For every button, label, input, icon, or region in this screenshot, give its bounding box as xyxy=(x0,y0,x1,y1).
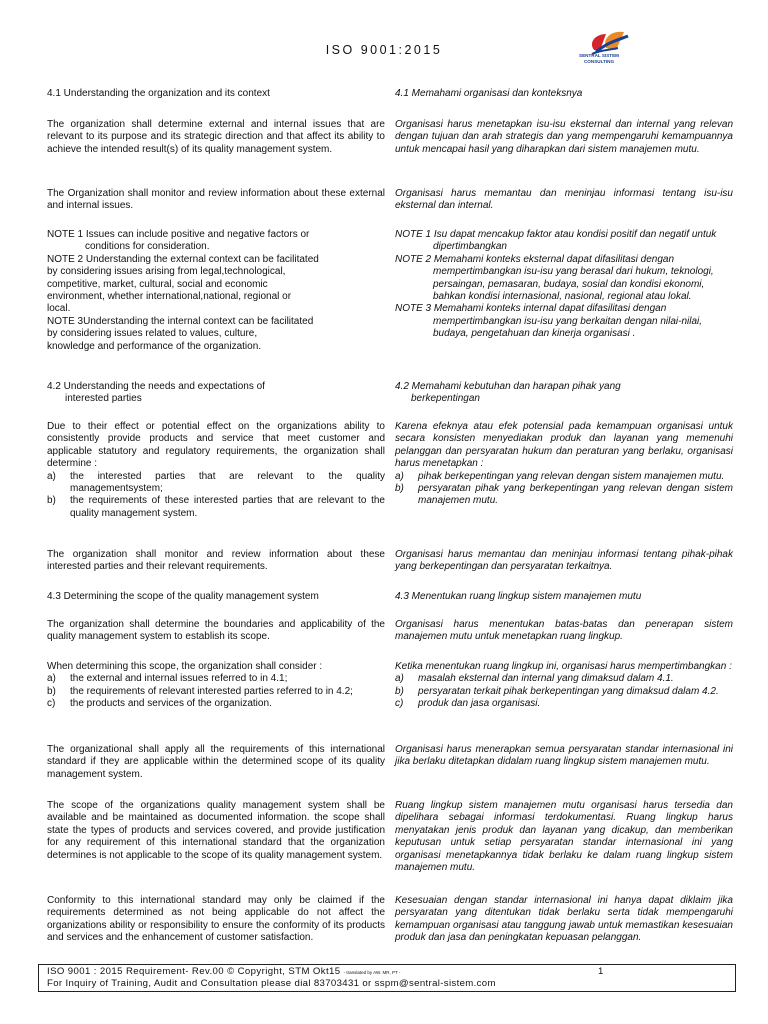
paragraph: Organisasi harus memantau dan meninjau informasi tentang isu-isu eksternal dan internal. xyxy=(395,188,733,212)
paragraph: The Organization shall monitor and review information about these external and internal issues. xyxy=(47,188,385,212)
notes-block: NOTE 1 Issues can include positive and negative factors or conditions for consideration. NOTE 2 Understanding the external context can be facilitated by considering issues arising from legal,technological, competitive, market, cultural, social and economic environment, whether international,national, regional or local. NOTE 3Understanding the internal context can be facilitated by considering issues related to values, culture, knowledge and performance of the organization. xyxy=(47,229,319,352)
paragraph: Organisasi harus menerapkan semua persyaratan standar internasional ini jika berlaku ditetapkan didalam ruang lingkup sistem manajemen mutu. xyxy=(395,744,733,768)
list-item: a) pihak berkepentingan yang relevan dengan sistem manajemen mutu. xyxy=(395,470,725,482)
section-heading-4-2: 4.2 Understanding the needs and expectations of interested parties xyxy=(47,381,265,405)
paragraph: The organization shall determine the boundaries and applicability of the quality management system to establish its scope. xyxy=(47,619,385,643)
footer-contact: For Inquiry of Training, Audit and Consultation please dial 83703431 or sspm@sentral-sistem.com xyxy=(47,978,496,989)
paragraph: Organisasi harus menentukan batas-batas dan penerapan sistem manajemen mutu untuk menetapkan ruang lingkup. xyxy=(395,619,733,643)
list-item: b) persyaratan pihak yang berkepentingan yang relevan dengan sistem manajemen mutu. xyxy=(395,483,733,507)
list-item: b) the requirements of relevant interested parties referred to in 4.2; xyxy=(47,685,353,697)
paragraph-with-list: Karena efeknya atau efek potensial pada kemampuan organisasi untuk secara konsisten menyediakan produk dan layanan yang memenuhi pelanggan dan persyaratan hukum dan peraturan yang berlaku, organisasi harus menetapkan : a) pihak berkepentingan yang relevan dengan sistem manajemen mutu. b) persyaratan pihak yang berkepentingan yang relevan dengan sistem manajemen mutu. xyxy=(395,421,733,507)
notes-block xyxy=(395,229,733,341)
paragraph: The scope of the organizations quality management system shall be available and be maintained as documented information. the scope shall state the types of products and services covered, and provide justification for any requirement of this international standard that the organization determines is not applicable to the scope of its quality management system. xyxy=(47,800,385,861)
document-title: ISO 9001:2015 xyxy=(325,43,443,57)
list-item: b) persyaratan terkait pihak berkepentingan yang dimaksud dalam 4.2. xyxy=(395,685,719,697)
paragraph: Ruang lingkup sistem manajemen mutu organisasi harus tersedia dan dipelihara sebagai informasi terdokumentasi. Ruang lingkup harus menyatakan jenis produk dan layanan yang dicakup, dan memberikan keputusan untuk setiap persyaratan standar internasional ini yang organisasi menetapkannya tidak berlaku ke dalam ruang lingkup sistem manajemen mutu. xyxy=(395,800,733,874)
list-item: a) the interested parties that are relevant to the quality managementsystem; xyxy=(47,470,385,495)
list-item: a) the external and internal issues referred to in 4.1; xyxy=(47,673,288,685)
section-heading-4-1: 4.1 Memahami organisasi dan konteksnya xyxy=(395,88,583,99)
translator-credit: - translated by AW. MR, PT - xyxy=(343,970,401,975)
footer-copyright: ISO 9001 : 2015 Requirement- Rev.00 © Copyright, STM Okt15 - translated by AW. MR, PT - xyxy=(47,966,401,977)
list-item: a) masalah eksternal dan internal yang dimaksud dalam 4.1. xyxy=(395,673,674,685)
section-heading-4-3: 4.3 Menentukan ruang lingkup sistem manajemen mutu xyxy=(395,591,642,602)
page-footer xyxy=(38,964,736,992)
paragraph-with-list: Ketika menentukan ruang lingkup ini, organisasi harus mempertimbangkan : a) masalah eksternal dan internal yang dimaksud dalam 4.1. b) persyaratan terkait pihak berkepentingan yang dimaksud dalam 4.2. c) produk dan jasa organisasi. xyxy=(395,661,732,710)
paragraph: The organization shall determine external and internal issues that are relevant to its purpose and its strategic direction and that affect its ability to achieve the intended result(s) of its quality management system. xyxy=(47,119,385,155)
section-heading-4-3: 4.3 Determining the scope of the quality management system xyxy=(47,591,319,602)
paragraph: Organisasi harus menetapkan isu-isu eksternal dan internal yang relevan dengan tujuan dan arah strategis dan yang mempengaruhi kemampuannya untuk mencapai hasil yang diharapkan dari sistem manajemen mutu. xyxy=(395,119,733,155)
paragraph: Organisasi harus memantau dan meninjau informasi tentang pihak-pihak yang berkepentingan dan persyaratan terkaitnya. xyxy=(395,549,733,573)
paragraph: The organizational shall apply all the requirements of this international standard if they are applicable within the determined scope of its quality management system. xyxy=(47,744,385,780)
paragraph: Kesesuaian dengan standar internasional ini hanya dapat diklaim jika persyaratan yang ditentukan tidak berlaku serta tidak mempengaruhi kemampuan organisasi atau tanggung jawab untuk memastikan kesesuaian produk dan jasa dan peningkatan kepuasan pelanggan. xyxy=(395,895,733,944)
paragraph: Conformity to this international standard may only be claimed if the requirements determined as not being applicable do not affect the organizations ability or responsibility to ensure the conformity of its products and services and the enhancement of customer satisfaction. xyxy=(47,895,385,944)
sentral-sistem-logo xyxy=(566,20,636,76)
note: NOTE 3 Memahami konteks internal dapat difasilitasi dengan mempertimbangkan isu-isu yang berkaitan dengan nilai-nilai, budaya, pengetahuan dan kinerja organisasi . xyxy=(395,303,703,340)
paragraph-with-list: When determining this scope, the organization shall consider : a) the external and internal issues referred to in 4.1; b) the requirements of relevant interested parties referred to in 4.2; c) the products and services of the organization. xyxy=(47,661,385,711)
list-item: b) the requirements of these interested parties that are relevant to the quality management system. xyxy=(47,495,385,519)
paragraph: The organization shall monitor and review information about these interested parties and their relevant requirements. xyxy=(47,549,385,573)
paragraph-with-list: Due to their effect or potential effect on the organizations ability to consistently provide products and service that meet customer and applicable statutory and regulatory requirements, the organization shall determine : a) the interested parties that are relevant to the quality managementsystem; b) the requirements of these interested parties that are relevant to the quality management system. xyxy=(47,421,385,519)
list-item: c) the products and services of the organization. xyxy=(47,698,272,710)
note: NOTE 1 Isu dapat mencakup faktor atau kondisi positif dan negatif untuk dipertimbangkan xyxy=(395,229,717,253)
section-heading-4-1: 4.1 Understanding the organization and its context xyxy=(47,88,270,99)
list-item: c) produk dan jasa organisasi. xyxy=(395,698,541,710)
note: NOTE 2 Memahami konteks eksternal dapat difasilitasi dengan mempertimbangkan isu-isu yang berasal dari hukum, teknologi, persaingan, pemasaran, budaya, sosial dan kondisi ekonomi, bahkan kondisi internasional, nasional, regional atau lokal. xyxy=(395,253,714,303)
section-heading-4-2: 4.2 Memahami kebutuhan dan harapan pihak yang berkepentingan xyxy=(395,381,621,405)
logo-text: SENTRAL SISTEM CONSULTING xyxy=(579,53,619,64)
page-number: 1 xyxy=(598,966,604,977)
